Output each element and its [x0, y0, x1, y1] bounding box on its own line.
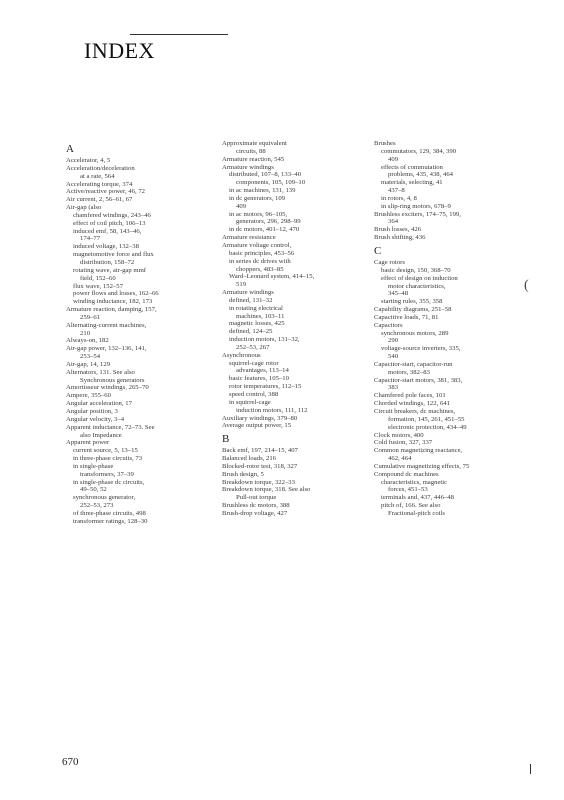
index-subentry: flux wave, 152–57: [73, 282, 123, 290]
index-subentry: in ac machines, 131, 139: [229, 187, 296, 195]
index-subentry: in ac motors, 96–105,: [229, 210, 288, 218]
index-subentry: in rotating electrical: [229, 304, 283, 312]
index-entry-continuation: components, 105, 109–10: [236, 179, 306, 187]
index-entry: Armature windings: [222, 163, 274, 171]
index-entry: Back emf, 197, 214–15, 407: [222, 447, 298, 455]
index-entry: Amortisseur windings, 265–70: [66, 384, 149, 392]
index-entry-continuation: 290: [388, 337, 399, 345]
index-entry: Air current, 2, 56–61, 67: [66, 196, 133, 204]
index-subentry: basic principles, 453–56: [229, 249, 295, 257]
index-subentry: starting rules, 355, 358: [381, 298, 443, 306]
index-subentry: induced emf, 58, 143–46,: [73, 227, 142, 235]
index-entry: Armature reaction, 545: [222, 155, 285, 163]
index-entry-continuation: Pull-out torque: [236, 494, 277, 502]
index-subentry: in single-phase dc circuits,: [73, 478, 145, 486]
index-entry: Cold fusion, 327, 337: [374, 439, 433, 447]
index-entry-continuation: 462, 464: [388, 455, 412, 463]
index-entry-continuation: at a rate, 564: [80, 172, 115, 180]
index-entry-continuation: 540: [388, 353, 399, 361]
index-entry: Angular velocity, 3–4: [66, 415, 125, 423]
index-entry: Compound dc machines: [374, 470, 439, 478]
index-subentry: in slip-ring motors, 678–9: [381, 202, 451, 210]
index-subentry: materials, selecting, 41: [381, 179, 443, 187]
index-entry-continuation: 437–8: [388, 187, 405, 195]
index-subentry: terminals and, 437, 446–48: [381, 494, 454, 502]
index-entry-continuation: 383: [388, 384, 399, 392]
index-entry: Breakdown torque, 322–33: [222, 478, 295, 486]
index-subentry: defined, 131–32: [229, 296, 273, 304]
index-entry-continuation: forces, 451–53: [388, 486, 428, 494]
index-subentry: characteristics, magnetic: [381, 478, 448, 486]
index-subentry: chamfered windings, 243–46: [73, 211, 151, 219]
index-entry-continuation: transformers, 37–39: [80, 470, 134, 478]
index-entry: Brushless dc motors, 388: [222, 502, 290, 510]
index-subentry: basic features, 105–10: [229, 375, 289, 383]
index-entry: Cumulative magnetizing effects, 75: [374, 462, 470, 470]
index-entry-continuation: circuits, 88: [236, 147, 266, 155]
index-entry-continuation: 259–61: [80, 313, 101, 321]
index-entry: Air-gap, 14, 129: [66, 360, 111, 368]
index-entry-continuation: also Impedance: [80, 431, 122, 439]
index-entry-continuation: induction motors, 111, 112: [236, 406, 308, 414]
index-entry-continuation: motor characteristics,: [388, 282, 446, 290]
index-entry-continuation: choppers, 483–85: [236, 265, 284, 273]
index-entry: Brush shifting, 436: [374, 234, 426, 242]
index-subentry: basic design, 150, 368–70: [381, 266, 451, 274]
index-entry: Chamfered pole faces, 101: [374, 392, 446, 400]
index-entry: Capacitor-start, capacitor-run: [374, 360, 453, 368]
index-entry: Capacitor-start motors, 381, 383,: [374, 376, 463, 384]
index-subentry: induced voltage, 132–38: [73, 243, 139, 251]
index-entry: Accelerator, 4, 5: [66, 157, 111, 164]
index-entry: Alternating-current machines,: [66, 321, 147, 329]
index-entry: Clock motors, 400: [374, 431, 424, 439]
index-entry-continuation: 252–53, 273: [80, 502, 114, 510]
index-entry: Breakdown torque, 318. See also: [222, 486, 311, 494]
index-entry-continuation: field, 152–60: [80, 274, 116, 282]
margin-mark: (: [524, 278, 529, 293]
index-subentry: power flows and losses, 162–66: [73, 290, 159, 298]
index-entry: Brush losses, 426: [374, 226, 422, 234]
index-entry: Approximate equivalent: [222, 140, 287, 147]
index-subentry: Ward–Leonard system, 414–15,: [229, 273, 315, 281]
index-entry-continuation: 174–77: [80, 235, 101, 243]
index-entry: Acceleration/deceleration: [66, 164, 135, 172]
index-entry: Common magnetizing reactance,: [374, 447, 463, 455]
index-subentry: pitch of, 166. See also: [381, 502, 441, 510]
index-column-3: [374, 140, 514, 518]
index-subentry: in three-phase circuits, 73: [73, 455, 143, 463]
index-entry: Chorded windings, 122, 641: [374, 400, 450, 408]
index-subentry: commutators, 129, 384, 390: [381, 147, 457, 155]
index-subentry: in single-phase: [73, 462, 114, 470]
index-entry-continuation: 345–48: [388, 290, 409, 298]
index-entry: Accelerating torque, 374: [66, 180, 133, 188]
index-subentry: winding inductance, 182, 173: [73, 298, 153, 306]
index-entry: Capacitors: [374, 321, 403, 329]
corner-tick: [530, 764, 531, 774]
index-subentry: voltage-source inverters, 335,: [381, 345, 461, 353]
index-subentry: distributed, 107–8, 133–40: [229, 171, 302, 179]
index-entry-continuation: 253–54: [80, 353, 101, 361]
index-entry-continuation: problems, 435, 438, 464: [388, 171, 454, 179]
index-subentry: of three-phase circuits, 498: [73, 509, 146, 517]
index-subentry: effect of coil pitch, 106–13: [73, 219, 146, 227]
index-entry: Brushless exciters, 174–75, 199,: [374, 210, 461, 218]
index-subentry: synchronous motors, 289: [381, 329, 449, 337]
index-entry: Angular acceleration, 17: [66, 400, 132, 408]
index-subentry: rotating wave, air-gap mmf: [73, 266, 147, 274]
index-entry: Asynchronous: [222, 351, 261, 359]
page-title: INDEX: [84, 38, 155, 63]
index-subentry: magnetomotive force and flux: [73, 251, 154, 259]
index-entry: Auxiliary windings, 379–80: [222, 414, 298, 422]
index-entry-continuation: Fractional-pitch coils: [388, 509, 446, 517]
index-entry: Ampere, 355–60: [66, 392, 111, 400]
index-entry: Always-on, 182: [66, 337, 109, 345]
index-entry: Alternators, 131. See also: [66, 368, 135, 376]
index-entry-continuation: distribution, 158–72: [80, 258, 135, 266]
index-subentry: induction motors, 131–32,: [229, 336, 300, 344]
index-subentry: in dc motors, 401–12, 470: [229, 226, 300, 234]
index-subentry: speed control, 388: [229, 391, 279, 398]
index-subentry: in rotors, 4, 8: [381, 194, 417, 202]
title-rule: [130, 34, 228, 35]
index-entry-continuation: 409: [388, 155, 399, 163]
index-entry: Cage rotors: [374, 258, 406, 266]
index-subentry: in squirrel-cage: [229, 398, 271, 406]
index-entry: Air-gap power, 132–136, 141,: [66, 345, 147, 353]
index-entry: Apparent power: [66, 439, 110, 447]
index-subentry: effect of design on induction: [381, 274, 458, 282]
index-entry: Armature reaction, damping, 157,: [66, 306, 157, 314]
index-entry: Capability diagrams, 251–58: [374, 306, 452, 314]
index-entry: Brushes: [374, 140, 396, 147]
index-subentry: transformer ratings, 128–30: [73, 517, 148, 525]
index-entry: Brush design, 5: [222, 470, 264, 478]
index-subentry: in dc generators, 109: [229, 194, 286, 202]
index-entry: Average output power, 15: [222, 422, 292, 430]
index-column-1: [66, 140, 206, 526]
index-section-letter: C: [374, 244, 382, 257]
index-entry-continuation: advantages, 113–14: [236, 367, 289, 375]
index-entry-continuation: 409: [236, 202, 247, 210]
index-entry: Angular position, 3: [66, 408, 118, 415]
index-entry: Active/reactive power, 46, 72: [66, 188, 146, 196]
index-subentry: defined, 124–25: [229, 328, 273, 336]
index-entry-continuation: generators, 296, 298–99: [236, 218, 301, 226]
index-entry-continuation: formation, 145, 261, 451–55: [388, 415, 465, 423]
index-subentry: effects of commutation: [381, 163, 443, 171]
index-subentry: in series dc drives with: [229, 257, 291, 265]
index-entry: Balanced loads, 216: [222, 455, 277, 463]
index-entry-continuation: Synchronous generators: [80, 376, 145, 384]
index-entry: Apparent inductance, 72–73. See: [66, 423, 155, 431]
index-entry: Blocked-rotor test, 318, 327: [222, 462, 298, 470]
page-number: 670: [62, 756, 79, 768]
index-column-2: [222, 140, 362, 518]
index-entry-continuation: electronic protection, 434–49: [388, 423, 467, 431]
index-entry-continuation: motors, 382–83: [388, 368, 430, 376]
index-entry: Brush-drop voltage, 427: [222, 509, 288, 517]
index-entry-continuation: 252–53, 267: [236, 343, 270, 351]
index-entry: Circuit breakers, dc machines,: [374, 408, 456, 415]
index-entry: Armature windings: [222, 289, 274, 297]
index-entry-continuation: 49–50, 52: [80, 486, 107, 494]
index-section-letter: B: [222, 433, 230, 446]
index-subentry: magnetic losses, 425: [229, 320, 285, 328]
index-subentry: squirrel-cage rotor: [229, 359, 279, 367]
index-entry-continuation: machines, 103–11: [236, 312, 285, 320]
index-subentry: synchronous generator,: [73, 494, 136, 502]
index-entry-continuation: 364: [388, 218, 399, 226]
index-entry: Capacitive loads, 71, 81: [374, 313, 439, 321]
index-subentry: current source, 5, 13–15: [73, 447, 138, 455]
index-subentry: rotor temperatures, 112–15: [229, 383, 302, 391]
index-entry: Armature voltage control,: [222, 241, 292, 249]
index-section-letter: A: [66, 143, 74, 155]
index-entry-continuation: 210: [80, 329, 91, 337]
index-entry-continuation: 519: [236, 281, 247, 289]
index-entry: Armature resistance: [222, 234, 276, 242]
index-entry: Air-gap (also: [66, 204, 102, 212]
